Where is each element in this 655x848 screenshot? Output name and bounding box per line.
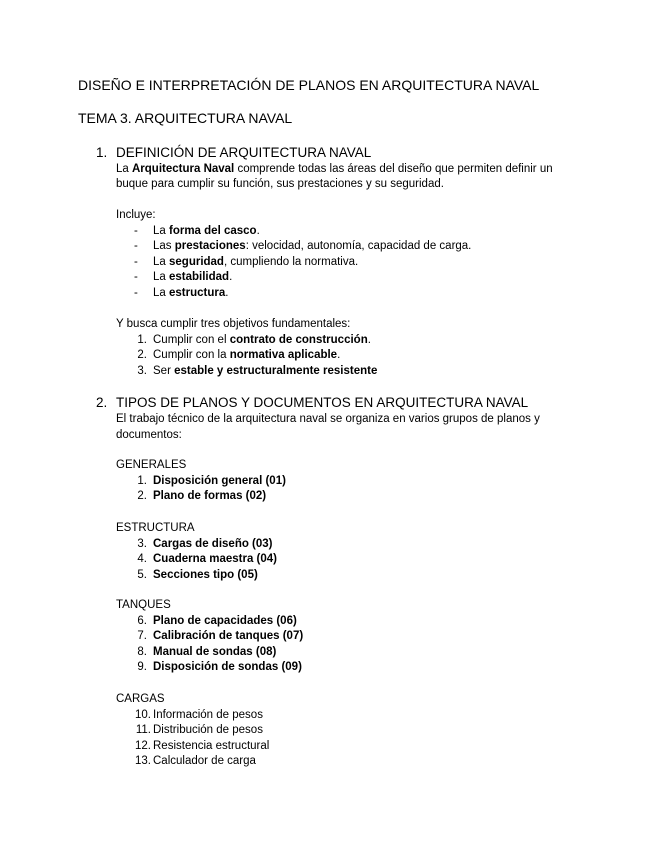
objetivo-item: Cumplir con la normativa aplicable. bbox=[153, 349, 341, 361]
document-item: Plano de formas (02) bbox=[153, 490, 267, 502]
list-number: 7. bbox=[137, 630, 147, 642]
document-item: Manual de sondas (08) bbox=[153, 646, 277, 658]
dash-bullet: - bbox=[134, 256, 138, 268]
section2-intro-line-2: documentos: bbox=[116, 429, 182, 441]
list-number: 9. bbox=[137, 661, 147, 673]
list-number: 1. bbox=[137, 334, 147, 346]
incluye-item: La seguridad, cumpliendo la normativa. bbox=[153, 256, 359, 268]
incluye-label: Incluye: bbox=[116, 209, 156, 221]
list-number: 2. bbox=[137, 490, 147, 502]
list-number: 11. bbox=[135, 724, 151, 736]
document-item: Calibración de tanques (07) bbox=[153, 630, 304, 642]
dash-bullet: - bbox=[134, 240, 138, 252]
definition-line-2: buque para cumplir su función, sus prestaciones y su seguridad. bbox=[116, 178, 444, 190]
list-number: 2. bbox=[137, 349, 147, 361]
document-item: Resistencia estructural bbox=[153, 740, 270, 752]
dash-bullet: - bbox=[134, 287, 138, 299]
list-number: 3. bbox=[137, 538, 147, 550]
definition-line-1: La Arquitectura Naval comprende todas las áreas del diseño que permiten definir un bbox=[116, 163, 553, 175]
list-number: 3. bbox=[137, 365, 147, 377]
section2-heading: TIPOS DE PLANOS Y DOCUMENTOS EN ARQUITECTURA NAVAL bbox=[116, 395, 529, 410]
group-label-estructura: ESTRUCTURA bbox=[116, 522, 195, 534]
list-number: 8. bbox=[137, 646, 147, 658]
tema-heading: TEMA 3. ARQUITECTURA NAVAL bbox=[78, 110, 293, 126]
document-item: Cargas de diseño (03) bbox=[153, 538, 273, 550]
document-item: Distribución de pesos bbox=[153, 724, 263, 736]
document-item: Información de pesos bbox=[153, 709, 263, 721]
dash-bullet: - bbox=[134, 271, 138, 283]
list-number: 1. bbox=[137, 475, 147, 487]
section1-number: 1. bbox=[96, 145, 108, 160]
objetivo-item: Cumplir con el contrato de construcción. bbox=[153, 334, 371, 346]
objetivo-item: Ser estable y estructuralmente resistente bbox=[153, 365, 378, 377]
document-item: Plano de capacidades (06) bbox=[153, 615, 297, 627]
document-item: Cuaderna maestra (04) bbox=[153, 553, 277, 565]
document-item: Calculador de carga bbox=[153, 755, 256, 767]
section2-number: 2. bbox=[96, 395, 108, 410]
list-number: 6. bbox=[137, 615, 147, 627]
list-number: 10. bbox=[135, 709, 151, 721]
incluye-item: La estabilidad. bbox=[153, 271, 233, 283]
list-number: 5. bbox=[137, 569, 147, 581]
incluye-item: La estructura. bbox=[153, 287, 229, 299]
list-number: 4. bbox=[137, 553, 147, 565]
group-label-generales: GENERALES bbox=[116, 459, 187, 471]
document-item: Secciones tipo (05) bbox=[153, 569, 258, 581]
document-item: Disposición de sondas (09) bbox=[153, 661, 302, 673]
document-title: DISEÑO E INTERPRETACIÓN DE PLANOS EN ARQUITECTURA NAVAL bbox=[78, 77, 540, 93]
incluye-item: Las prestaciones: velocidad, autonomía, capacidad de carga. bbox=[153, 240, 472, 252]
section2-intro-line-1: El trabajo técnico de la arquitectura naval se organiza en varios grupos de planos y bbox=[116, 413, 540, 425]
objetivos-label: Y busca cumplir tres objetivos fundamentales: bbox=[116, 318, 351, 330]
list-number: 12. bbox=[135, 740, 151, 752]
list-number: 13. bbox=[135, 755, 151, 767]
dash-bullet: - bbox=[134, 225, 138, 237]
document-item: Disposición general (01) bbox=[153, 475, 286, 487]
group-label-tanques: TANQUES bbox=[116, 599, 171, 611]
section1-heading: DEFINICIÓN DE ARQUITECTURA NAVAL bbox=[116, 145, 372, 160]
incluye-item: La forma del casco. bbox=[153, 225, 260, 237]
group-label-cargas: CARGAS bbox=[116, 693, 165, 705]
